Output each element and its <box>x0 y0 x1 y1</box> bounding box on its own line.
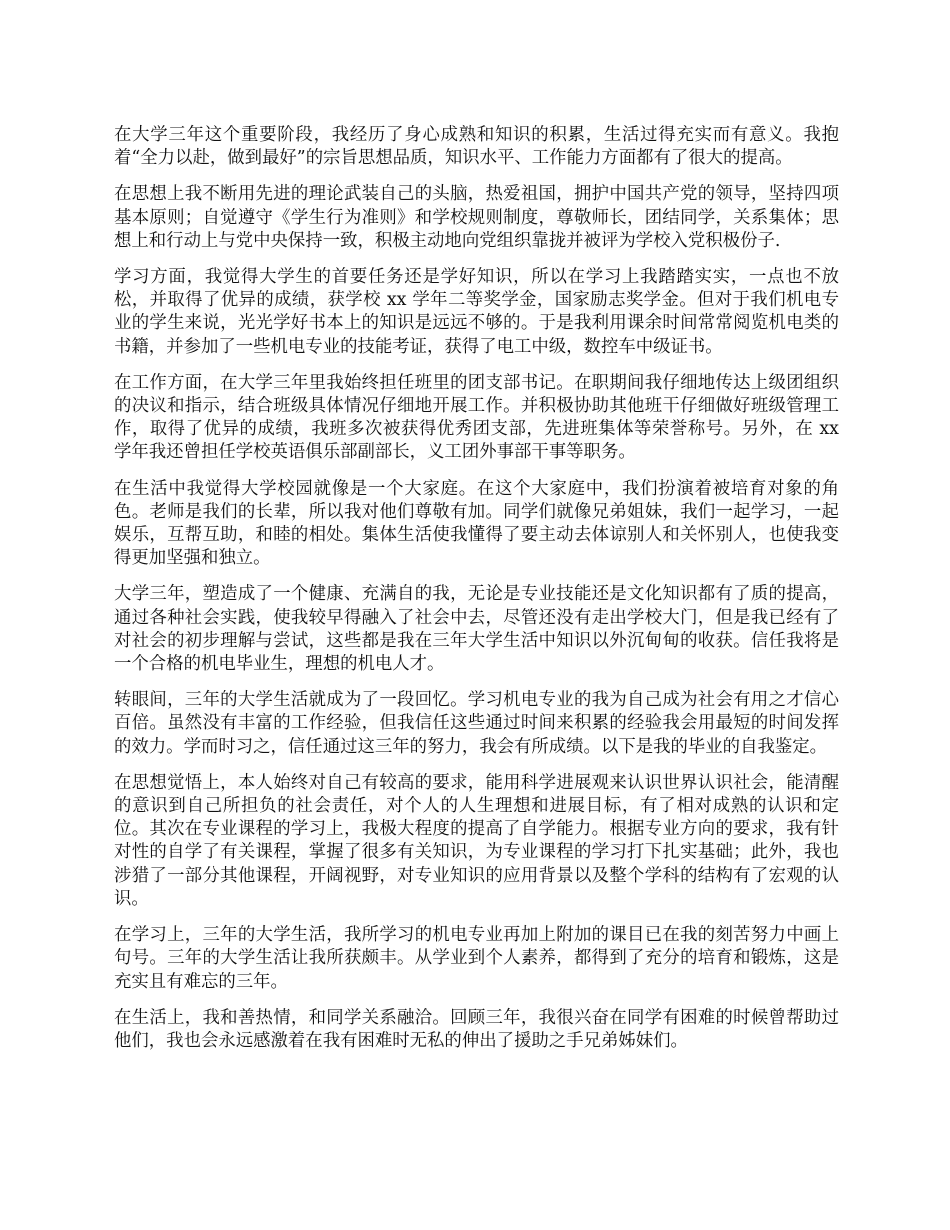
paragraph-life: 在生活上，我和善热情，和同学关系融洽。回顾三年，我很兴奋在同学有困难的时候曾帮助过他们，我也会永远感激着在我有困难时无私的伸出了援助之手兄弟姊妹们。 <box>114 1007 839 1051</box>
paragraph-campus-life: 在生活中我觉得大学校园就像是一个大家庭。在这个大家庭中，我们扮演着被培育对象的角色。老师是我们的长辈，所以我对他们尊敬有加。同学们就像兄弟姐妹，我们一起学习，一起娱乐，互帮互助，和睦的相处。集体生活使我懂得了要主动去体谅别人和关怀别人，也使我变得更加坚强和独立。 <box>114 478 839 569</box>
paragraph-study: 学习方面，我觉得大学生的首要任务还是学好知识，所以在学习上我踏踏实实，一点也不放松，并取得了优异的成绩，获学校 xx 学年二等奖学金，国家励志奖学金。但对于我们机电专业的学生来说，光光学好书本上的知识是远远不够的。于是我利用课余时间常常阅览机电类的书籍，并参加了一些机电专业的技能考证，获得了电工中级，数控车中级证书。 <box>114 267 839 357</box>
paragraph-intro: 在大学三年这个重要阶段，我经历了身心成熟和知识的积累，生活过得充实而有意义。我抱着“全力以赴，做到最好”的宗旨思想品质，知识水平、工作能力方面都有了很大的提高。 <box>114 125 839 169</box>
paragraph-three-years: 大学三年，塑造成了一个健康、充满自的我，无论是专业技能还是文化知识都有了质的提高，通过各种社会实践，使我较早得融入了社会中去，尽管还没有走出学校大门，但是我已经有了对社会的初步理解与尝试，这些都是我在三年大学生活中知识以外沉甸甸的收获。信任我将是一个合格的机电毕业生，理想的机电人才。 <box>114 584 839 675</box>
paragraph-memory: 转眼间，三年的大学生活就成为了一段回忆。学习机电专业的我为自己成为社会有用之才信心百倍。虽然没有丰富的工作经验，但我信任这些通过时间来积累的经验我会用最短的时间发挥的效力。学而时习之，信任通过这三年的努力，我会有所成绩。以下是我的毕业的自我鉴定。 <box>114 690 839 757</box>
paragraph-learning: 在学习上，三年的大学生活，我所学习的机电专业再加上附加的课目已在我的刻苦努力中画上句号。三年的大学生活让我所获颇丰。从学业到个人素养，都得到了充分的培育和锻炼，这是充实且有难忘的三年。 <box>114 925 839 992</box>
paragraph-ideology: 在思想上我不断用先进的理论武装自己的头脑，热爱祖国，拥护中国共产党的领导，坚持四项基本原则；自觉遵守《学生行为准则》和学校规则制度，尊敬师长，团结同学，关系集体；思想上和行动上与党中央保持一致，积极主动地向党组织靠拢并被评为学校入党积极份子. <box>114 184 839 251</box>
paragraph-work: 在工作方面，在大学三年里我始终担任班里的团支部书记。在职期间我仔细地传达上级团组织的决议和指示，结合班级具体情况仔细地开展工作。并积极协助其他班干仔细做好班级管理工作，取得了优异的成绩，我班多次被获得优秀团支部，先进班集体等荣誉称号。另外，在 xx 学年我还曾担任学校英语俱乐部副部长，义工团外事部干事等职务。 <box>114 372 839 463</box>
paragraph-awareness: 在思想觉悟上，本人始终对自己有较高的要求，能用科学进展观来认识世界认识社会，能清醒的意识到自己所担负的社会责任，对个人的人生理想和进展目标，有了相对成熟的认识和定位。其次在专业课程的学习上，我极大程度的提高了自学能力。根据专业方向的要求，我有针对性的自学了有关课程，掌握了很多有关知识，为专业课程的学习打下扎实基础；此外，我也涉猎了一部分其他课程，开阔视野，对专业知识的应用背景以及整个学科的结构有了宏观的认识。 <box>114 772 839 909</box>
document-page <box>114 124 839 1066</box>
